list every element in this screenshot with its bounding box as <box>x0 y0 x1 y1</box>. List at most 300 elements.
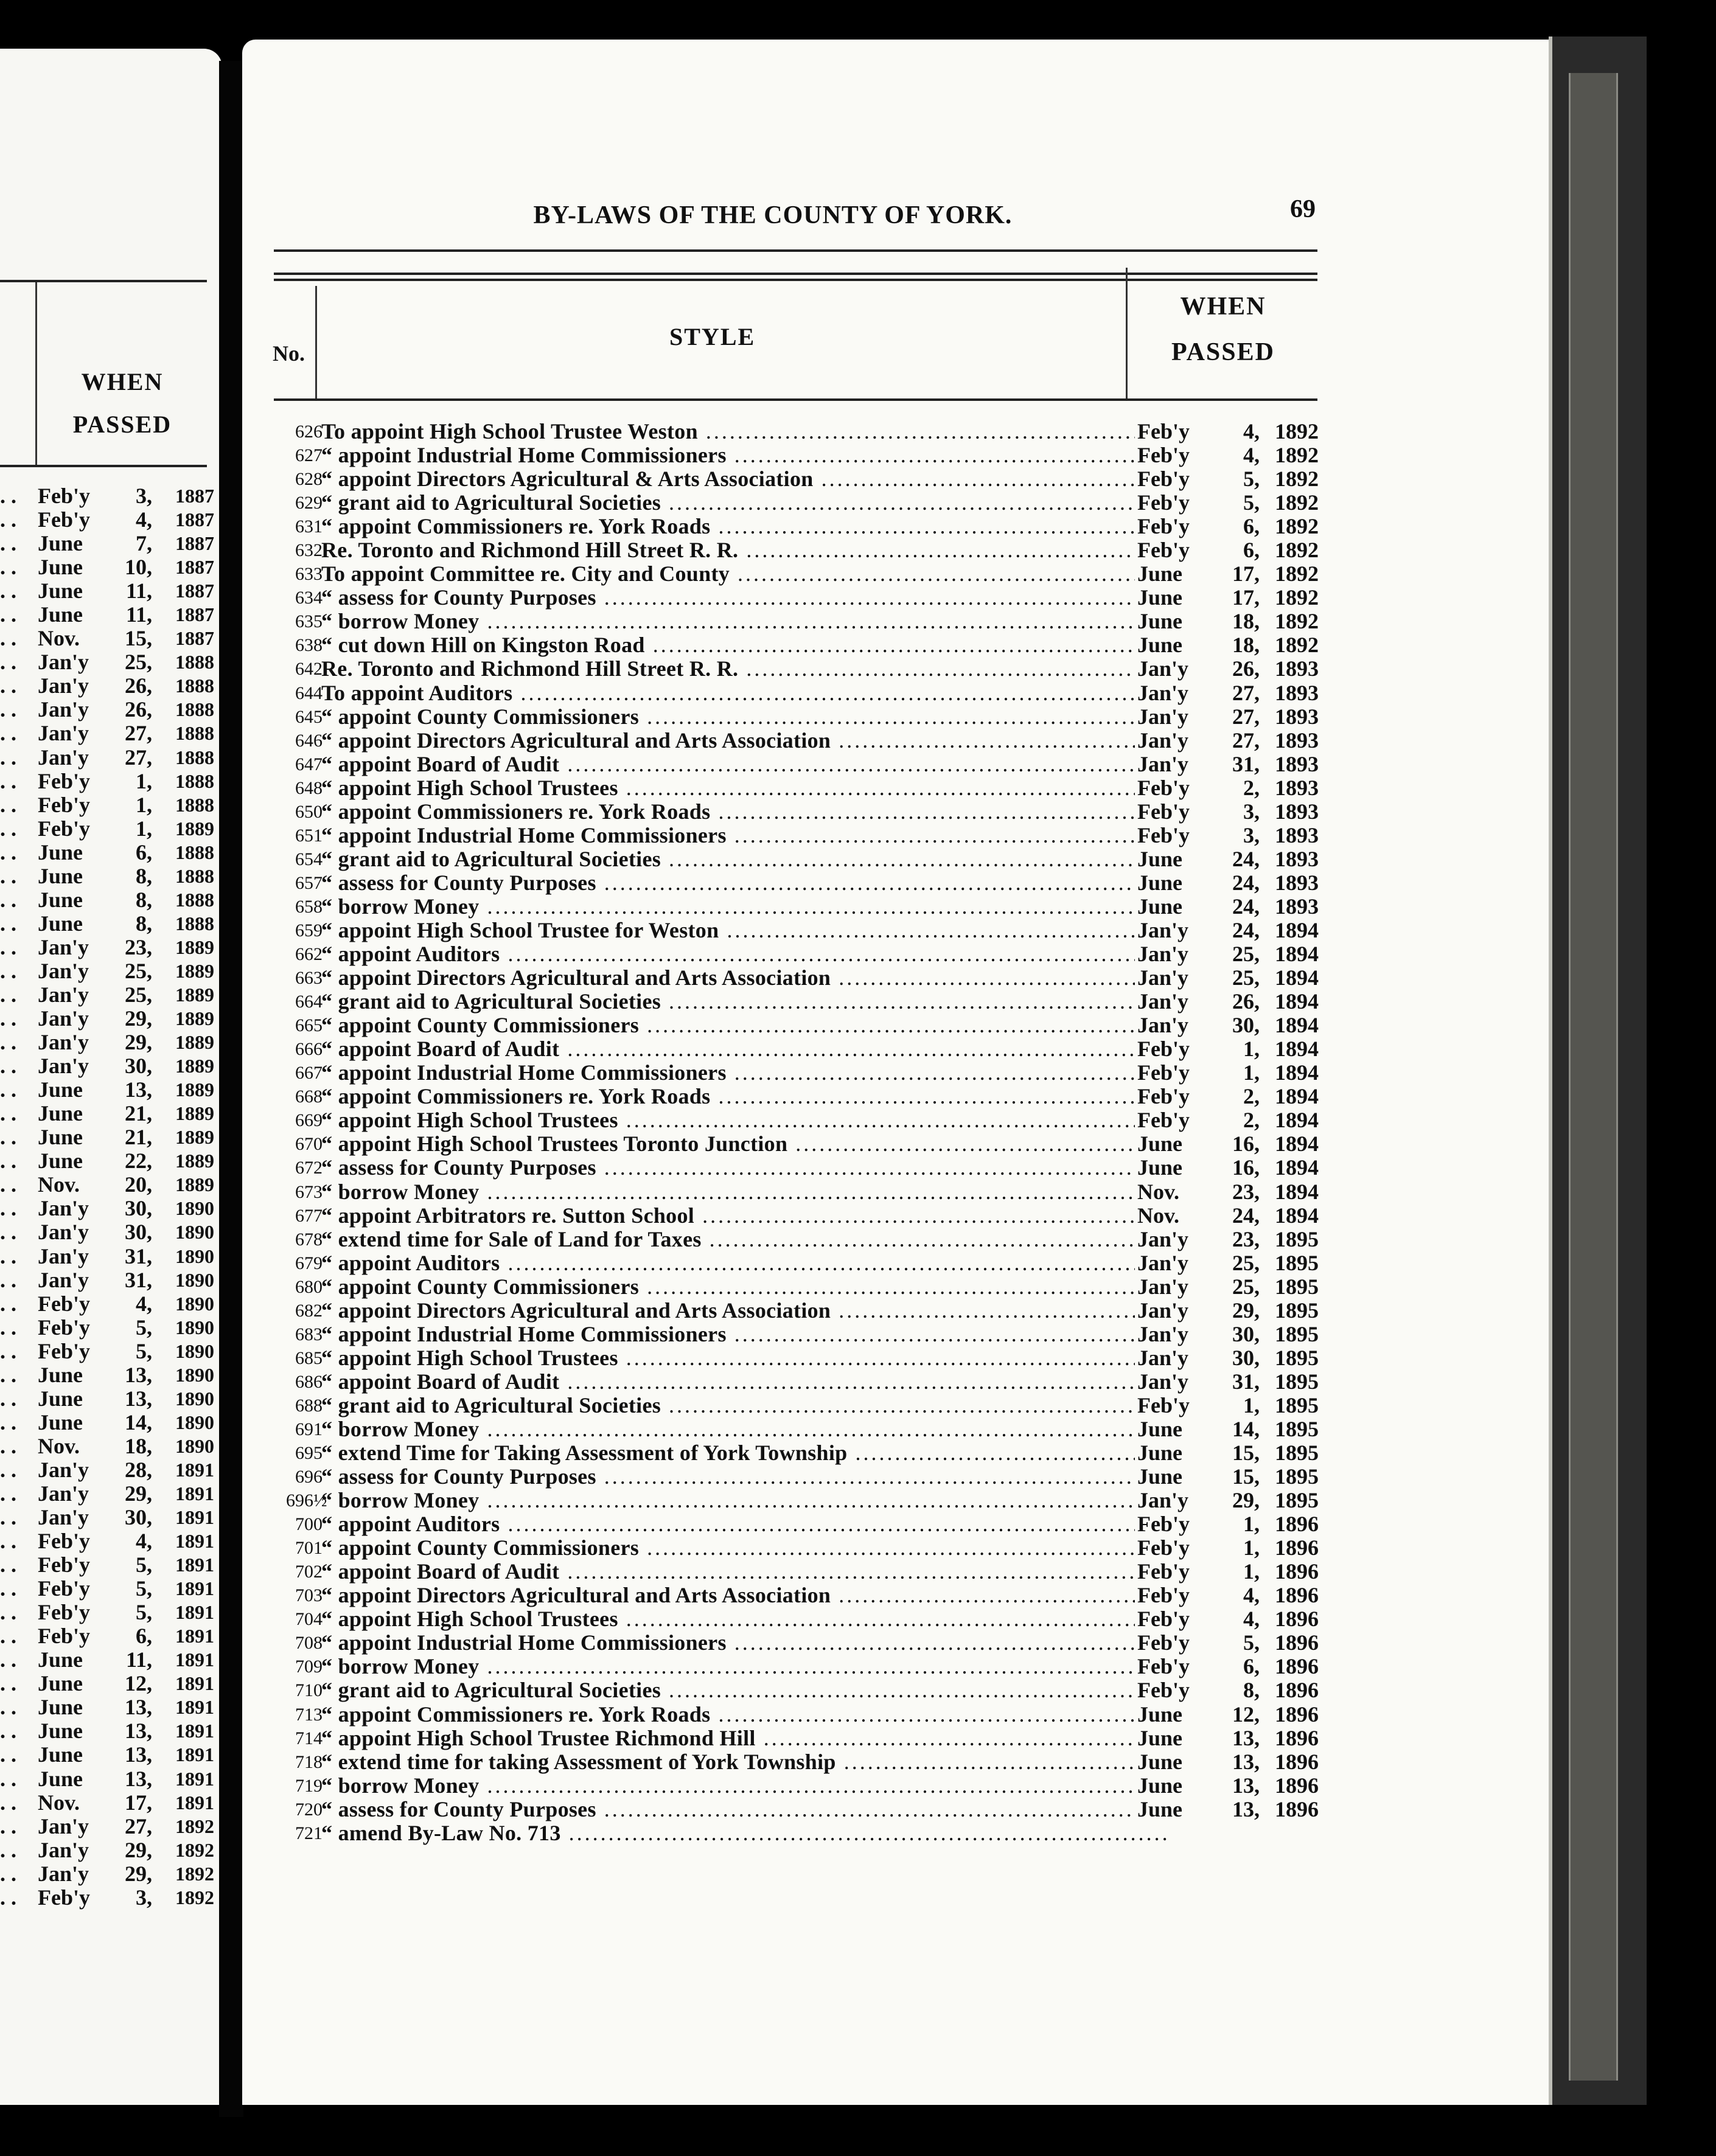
passed-day: 6, <box>1243 1654 1260 1679</box>
left-date-month: June <box>38 863 83 888</box>
left-date-month: Jan'y <box>38 1813 89 1838</box>
left-date-row <box>0 1695 213 1719</box>
bylaw-number: 659 <box>295 920 323 941</box>
left-date-day: 4, <box>136 1291 152 1316</box>
left-date-month: Feb'y <box>38 1315 90 1340</box>
left-date-month: Jan'y <box>38 1267 89 1292</box>
left-date-year: 1891 <box>175 1767 214 1790</box>
passed-day: 17, <box>1232 562 1260 586</box>
left-leader-dots: . . <box>0 958 16 983</box>
left-leader-dots: . . <box>0 1006 16 1031</box>
passed-year: 1892 <box>1275 633 1319 658</box>
passed-day: 24, <box>1232 846 1260 871</box>
passed-month: June <box>1135 1132 1182 1156</box>
left-date-month: Feb'y <box>38 1885 90 1910</box>
bylaw-row <box>286 1798 1333 1821</box>
left-date-month: Nov. <box>38 1790 80 1815</box>
bylaw-number: 634 <box>295 588 323 608</box>
left-date-day: 28, <box>125 1457 152 1482</box>
passed-day: 18, <box>1232 609 1260 634</box>
passed-month: Jan'y <box>1135 990 1188 1014</box>
left-leader-dots: . . <box>0 1624 16 1649</box>
left-date-month: June <box>38 602 83 627</box>
passed-year: 1892 <box>1275 585 1319 610</box>
passed-day: 27, <box>1232 680 1260 705</box>
bylaw-number: 683 <box>295 1324 323 1344</box>
passed-day: 24, <box>1232 870 1260 895</box>
bylaw-row <box>286 919 1333 942</box>
bylaw-row <box>286 1156 1333 1180</box>
bylaw-row <box>286 586 1333 610</box>
left-date-month: June <box>38 1410 83 1434</box>
passed-day: 3, <box>1243 799 1260 824</box>
passed-day: 31, <box>1232 751 1260 776</box>
bylaw-number: 713 <box>295 1704 323 1725</box>
bylaw-style: “ appoint High School Trustees ..... <box>321 776 1167 800</box>
passed-year: 1893 <box>1275 822 1319 847</box>
bylaw-row <box>286 1678 1333 1702</box>
left-leader-dots: . . <box>0 1338 16 1363</box>
bylaw-row <box>286 1417 1333 1441</box>
left-page-header <box>0 280 207 467</box>
left-date-month: Jan'y <box>38 745 89 770</box>
left-date-row <box>0 650 213 674</box>
left-date-day: 15, <box>125 626 152 651</box>
passed-year: 1895 <box>1275 1274 1319 1299</box>
passed-month: Feb'y <box>1135 467 1190 491</box>
bylaw-row <box>286 515 1333 538</box>
left-date-month: Nov. <box>38 626 80 651</box>
bylaw-row <box>286 1727 1333 1750</box>
passed-day: 4, <box>1243 419 1260 443</box>
bylaw-number: 678 <box>295 1229 323 1250</box>
passed-month: Feb'y <box>1135 515 1190 538</box>
left-leader-dots: . . <box>0 1149 16 1174</box>
bylaw-number: 672 <box>295 1158 323 1178</box>
left-date-day: 25, <box>125 650 152 675</box>
left-leader-dots: . . <box>0 1600 16 1625</box>
left-date-row <box>0 983 213 1007</box>
passed-day: 13, <box>1232 1773 1260 1798</box>
left-leader-dots: . . <box>0 768 16 793</box>
left-date-day: 21, <box>125 1101 152 1126</box>
bylaw-style: “ appoint Directors Agricultural and Arts Association ..... <box>321 966 1167 990</box>
left-date-day: 30, <box>125 1220 152 1245</box>
left-leader-dots: . . <box>0 816 16 841</box>
passed-day: 24, <box>1232 1203 1260 1228</box>
passed-day: 13, <box>1232 1796 1260 1821</box>
left-date-year: 1887 <box>175 603 214 626</box>
left-date-year: 1887 <box>175 485 214 507</box>
left-leader-dots: . . <box>0 721 16 746</box>
bylaw-row <box>286 1132 1333 1156</box>
left-date-year: 1891 <box>175 1577 214 1600</box>
passed-month: Feb'y <box>1135 1037 1190 1061</box>
left-date-day: 5, <box>136 1553 152 1577</box>
bylaw-number: 658 <box>295 896 323 917</box>
left-date-year: 1892 <box>175 1838 214 1861</box>
left-date-row <box>0 1672 213 1695</box>
bylaw-number: 650 <box>295 801 323 822</box>
left-column-divider <box>35 282 37 465</box>
passed-day: 5, <box>1243 467 1260 492</box>
bylaw-number: 704 <box>295 1609 323 1630</box>
bylaw-number: 677 <box>295 1205 323 1226</box>
bylaw-style: “ borrow Money ..... <box>321 610 1167 633</box>
bylaw-style: “ extend Time for Taking Assessment of York Township ..... <box>321 1441 1167 1465</box>
bylaw-style: “ assess for County Purposes ..... <box>321 1465 1167 1489</box>
left-date-row <box>0 1743 213 1767</box>
left-leader-dots: . . <box>0 602 16 627</box>
bylaw-row <box>286 1014 1333 1037</box>
bylaw-row <box>286 824 1333 847</box>
left-leader-dots: . . <box>0 531 16 556</box>
left-leader-dots: . . <box>0 1243 16 1268</box>
passed-year: 1894 <box>1275 917 1319 942</box>
left-date-row <box>0 841 213 864</box>
passed-year: 1896 <box>1275 1654 1319 1679</box>
passed-month: Feb'y <box>1135 1560 1190 1584</box>
passed-year: 1892 <box>1275 514 1319 539</box>
left-date-row <box>0 1363 213 1387</box>
passed-year: 1893 <box>1275 704 1319 729</box>
left-leader-dots: . . <box>0 1766 16 1791</box>
bylaw-row <box>286 1584 1333 1607</box>
left-date-month: June <box>38 1125 83 1150</box>
passed-year: 1893 <box>1275 894 1319 919</box>
passed-month: Feb'y <box>1135 1584 1190 1607</box>
left-date-row <box>0 1340 213 1363</box>
bylaw-style: “ appoint Industrial Home Commissioners ..... <box>321 1061 1167 1085</box>
left-date-row <box>0 1411 213 1434</box>
left-date-month: Jan'y <box>38 1837 89 1862</box>
left-leader-dots: . . <box>0 1457 16 1482</box>
passed-month: June <box>1135 1465 1182 1489</box>
passed-day: 15, <box>1232 1464 1260 1489</box>
passed-year: 1894 <box>1275 942 1319 967</box>
passed-year: 1894 <box>1275 1203 1319 1228</box>
left-date-month: Jan'y <box>38 673 89 698</box>
left-date-day: 13, <box>125 1695 152 1720</box>
bylaw-number: 666 <box>295 1039 323 1060</box>
passed-month: Jan'y <box>1135 1014 1188 1037</box>
bylaw-number: 673 <box>295 1181 323 1202</box>
left-date-row <box>0 1031 213 1054</box>
bylaw-style: “ appoint Board of Audit ..... <box>321 753 1167 776</box>
bylaw-number: 702 <box>295 1562 323 1582</box>
left-date-month: Feb'y <box>38 1529 90 1554</box>
left-date-row <box>0 1601 213 1624</box>
bylaw-style: “ appoint Industrial Home Commissioners ..... <box>321 443 1167 467</box>
passed-day: 31, <box>1232 1369 1260 1394</box>
bylaw-style: “ appoint Auditors ..... <box>321 1512 1167 1536</box>
header-rule-bottom <box>274 398 1317 401</box>
left-date-year: 1888 <box>175 864 214 887</box>
left-leader-dots: . . <box>0 911 16 936</box>
bylaw-row <box>286 1607 1333 1631</box>
left-leader-dots: . . <box>0 1410 16 1434</box>
bylaw-number: 714 <box>295 1728 323 1748</box>
passed-day: 5, <box>1243 490 1260 515</box>
left-page <box>0 49 222 2105</box>
bylaw-number: 679 <box>295 1253 323 1273</box>
bylaw-style: “ amend By-Law No. 713 ..... <box>321 1821 1167 1845</box>
left-leader-dots: . . <box>0 1885 16 1910</box>
left-date-day: 30, <box>125 1196 152 1221</box>
bylaw-row <box>286 1370 1333 1394</box>
left-date-row <box>0 1862 213 1886</box>
left-date-year: 1889 <box>175 1007 214 1030</box>
passed-year: 1894 <box>1275 1060 1319 1085</box>
left-date-row <box>0 817 213 841</box>
bylaw-row <box>286 610 1333 633</box>
passed-day: 4, <box>1243 1607 1260 1632</box>
passed-year: 1895 <box>1275 1416 1319 1441</box>
bylaw-number: 645 <box>295 706 323 727</box>
passed-year: 1896 <box>1275 1773 1319 1798</box>
left-leader-dots: . . <box>0 650 16 675</box>
bylaw-number: 632 <box>295 540 323 561</box>
passed-month: Jan'y <box>1135 1251 1188 1275</box>
passed-day: 17, <box>1232 585 1260 610</box>
bylaw-style: Re. Toronto and Richmond Hill Street R. R. ..... <box>321 538 1167 562</box>
bylaw-number: 682 <box>295 1300 323 1321</box>
passed-year: 1896 <box>1275 1749 1319 1774</box>
bylaw-number: 703 <box>295 1585 323 1606</box>
bylaw-row <box>286 1441 1333 1465</box>
left-leader-dots: . . <box>0 1030 16 1055</box>
left-date-row <box>0 1292 213 1316</box>
left-date-year: 1888 <box>175 912 214 934</box>
passed-month: Nov. <box>1135 1180 1179 1204</box>
left-date-year: 1890 <box>175 1316 214 1338</box>
bylaw-style: “ appoint Directors Agricultural and Arts Association ..... <box>321 1584 1167 1607</box>
left-date-month: Feb'y <box>38 1553 90 1577</box>
passed-day: 6, <box>1243 538 1260 563</box>
left-date-month: Nov. <box>38 1172 80 1197</box>
passed-month: Feb'y <box>1135 538 1190 562</box>
bylaw-number: 721 <box>295 1823 323 1843</box>
bylaw-style: “ appoint High School Trustees ..... <box>321 1607 1167 1631</box>
left-date-row <box>0 484 213 508</box>
passed-year: 1894 <box>1275 965 1319 990</box>
passed-year: 1893 <box>1275 751 1319 776</box>
passed-month: Jan'y <box>1135 681 1188 705</box>
book-spine <box>219 61 243 2117</box>
left-leader-dots: . . <box>0 1481 16 1506</box>
left-date-row <box>0 1220 213 1244</box>
bylaw-style: “ appoint High School Trustee Richmond Hill ..... <box>321 1727 1167 1750</box>
left-date-month: Jan'y <box>38 1861 89 1886</box>
left-leader-dots: . . <box>0 1861 16 1886</box>
bylaw-number: 695 <box>295 1443 323 1464</box>
left-date-month: June <box>38 1362 83 1387</box>
passed-month: June <box>1135 562 1182 586</box>
bylaw-style: “ appoint Commissioners re. York Roads ..... <box>321 1703 1167 1727</box>
left-date-row <box>0 1268 213 1292</box>
left-date-year: 1891 <box>175 1649 214 1671</box>
passed-day: 13, <box>1232 1725 1260 1750</box>
bylaw-style: “ appoint Auditors ..... <box>321 942 1167 966</box>
left-date-day: 25, <box>125 958 152 983</box>
passed-year: 1895 <box>1275 1369 1319 1394</box>
passed-day: 8, <box>1243 1678 1260 1703</box>
passed-day: 18, <box>1232 633 1260 658</box>
passed-year: 1894 <box>1275 1013 1319 1038</box>
bylaw-style: “ appoint Commissioners re. York Roads ..... <box>321 515 1167 538</box>
left-date-row <box>0 1125 213 1149</box>
passed-year: 1896 <box>1275 1678 1319 1703</box>
bylaw-row <box>286 1703 1333 1727</box>
left-date-year: 1890 <box>175 1340 214 1362</box>
passed-day: 24, <box>1232 917 1260 942</box>
left-date-day: 29, <box>125 1006 152 1031</box>
left-date-year: 1887 <box>175 580 214 602</box>
bylaw-row <box>286 1536 1333 1560</box>
passed-day: 23, <box>1232 1226 1260 1251</box>
left-date-day: 22, <box>125 1149 152 1174</box>
left-date-day: 1, <box>136 792 152 817</box>
left-date-month: June <box>38 911 83 936</box>
passed-month: Feb'y <box>1135 1607 1190 1631</box>
left-date-year: 1889 <box>175 1102 214 1125</box>
left-date-month: Nov. <box>38 1433 80 1458</box>
passed-month: Jan'y <box>1135 657 1188 681</box>
left-date-day: 20, <box>125 1172 152 1197</box>
passed-month: Feb'y <box>1135 1536 1190 1560</box>
left-date-row <box>0 1173 213 1197</box>
passed-month: Jan'y <box>1135 705 1188 729</box>
left-date-month: Jan'y <box>38 958 89 983</box>
page-title: BY-LAWS OF THE COUNTY OF YORK. <box>533 201 1013 229</box>
passed-year: 1893 <box>1275 680 1319 705</box>
left-date-month: June <box>38 1695 83 1720</box>
left-date-month: Feb'y <box>38 484 90 508</box>
bylaw-row <box>286 895 1333 919</box>
bylaw-table <box>286 420 1333 1845</box>
bylaw-style: “ appoint County Commissioners ..... <box>321 1275 1167 1299</box>
left-leader-dots: . . <box>0 1054 16 1079</box>
left-date-year: 1888 <box>175 770 214 792</box>
bylaw-row <box>286 681 1333 705</box>
passed-year: 1893 <box>1275 799 1319 824</box>
left-date-day: 26, <box>125 673 152 698</box>
bylaw-row <box>286 1061 1333 1085</box>
bylaw-number: 718 <box>295 1751 323 1772</box>
left-date-day: 29, <box>125 1861 152 1886</box>
passed-month: Jan'y <box>1135 1299 1188 1323</box>
left-date-row <box>0 555 213 579</box>
left-leader-dots: . . <box>0 1529 16 1554</box>
bylaw-row <box>286 1037 1333 1061</box>
passed-month: Feb'y <box>1135 1061 1190 1085</box>
passed-month: Jan'y <box>1135 919 1188 942</box>
passed-month: Feb'y <box>1135 776 1190 800</box>
bylaw-style: To appoint High School Trustee Weston ..... <box>321 420 1167 443</box>
bylaw-style: “ borrow Money ..... <box>321 1417 1167 1441</box>
left-leader-dots: . . <box>0 1220 16 1245</box>
left-date-row <box>0 532 213 555</box>
passed-month: Jan'y <box>1135 1323 1188 1346</box>
passed-year: 1893 <box>1275 846 1319 871</box>
left-date-day: 5, <box>136 1576 152 1601</box>
passed-month: Jan'y <box>1135 1275 1188 1299</box>
left-date-row <box>0 959 213 983</box>
left-date-day: 13, <box>125 1742 152 1767</box>
left-date-row <box>0 1791 213 1815</box>
passed-year: 1895 <box>1275 1488 1319 1513</box>
bylaw-row <box>286 1228 1333 1251</box>
left-date-year: 1889 <box>175 983 214 1006</box>
left-date-day: 14, <box>125 1410 152 1434</box>
left-date-day: 13, <box>125 1077 152 1102</box>
left-date-year: 1892 <box>175 1862 214 1885</box>
bylaw-number: 710 <box>295 1680 323 1701</box>
passed-month: June <box>1135 1417 1182 1441</box>
left-date-month: Jan'y <box>38 1243 89 1268</box>
left-date-month: Jan'y <box>38 1006 89 1031</box>
passed-day: 25, <box>1232 1250 1260 1275</box>
left-date-day: 1, <box>136 768 152 793</box>
left-date-day: 10, <box>125 555 152 580</box>
passed-day: 26, <box>1232 656 1260 681</box>
bylaw-style: To appoint Committee re. City and County ..... <box>321 562 1167 586</box>
bylaw-style: Re. Toronto and Richmond Hill Street R. R. ..... <box>321 657 1167 681</box>
passed-day: 29, <box>1232 1488 1260 1513</box>
bylaw-row <box>286 1346 1333 1370</box>
bylaw-row <box>286 1489 1333 1512</box>
left-date-day: 29, <box>125 1837 152 1862</box>
left-date-month: June <box>38 1719 83 1744</box>
passed-month: Jan'y <box>1135 966 1188 990</box>
left-date-day: 6, <box>136 840 152 864</box>
left-date-day: 4, <box>136 1529 152 1554</box>
passed-month: Feb'y <box>1135 1678 1190 1702</box>
left-date-row <box>0 1553 213 1577</box>
bylaw-style: “ appoint Commissioners re. York Roads ..... <box>321 1085 1167 1108</box>
left-date-row <box>0 770 213 793</box>
left-date-day: 13, <box>125 1386 152 1411</box>
left-date-day: 18, <box>125 1433 152 1458</box>
bylaw-style: “ appoint High School Trustees ..... <box>321 1108 1167 1132</box>
bylaw-style: “ appoint High School Trustees Toronto Junction ..... <box>321 1132 1167 1156</box>
bylaw-row <box>286 942 1333 966</box>
left-date-day: 31, <box>125 1267 152 1292</box>
left-date-year: 1888 <box>175 698 214 721</box>
passed-day: 1, <box>1243 1037 1260 1062</box>
bylaw-row <box>286 1394 1333 1417</box>
left-leader-dots: . . <box>0 1719 16 1744</box>
style-column-heading: STYLE <box>669 323 756 350</box>
left-date-day: 8, <box>136 887 152 912</box>
left-date-month: Feb'y <box>38 1624 90 1649</box>
left-date-year: 1890 <box>175 1434 214 1457</box>
passed-year: 1893 <box>1275 728 1319 753</box>
passed-year: 1896 <box>1275 1607 1319 1632</box>
passed-day: 16, <box>1232 1132 1260 1156</box>
bylaw-style: “ borrow Money ..... <box>321 895 1167 919</box>
left-leader-dots: . . <box>0 484 16 508</box>
passed-month: June <box>1135 1703 1182 1727</box>
left-date-day: 11, <box>125 579 152 603</box>
left-date-year: 1890 <box>175 1411 214 1433</box>
bylaw-style: “ appoint County Commissioners ..... <box>321 1014 1167 1037</box>
left-date-year: 1891 <box>175 1744 214 1766</box>
left-leader-dots: . . <box>0 579 16 603</box>
left-date-month: Jan'y <box>38 1505 89 1530</box>
left-date-month: Feb'y <box>38 1576 90 1601</box>
bylaw-row <box>286 1085 1333 1108</box>
